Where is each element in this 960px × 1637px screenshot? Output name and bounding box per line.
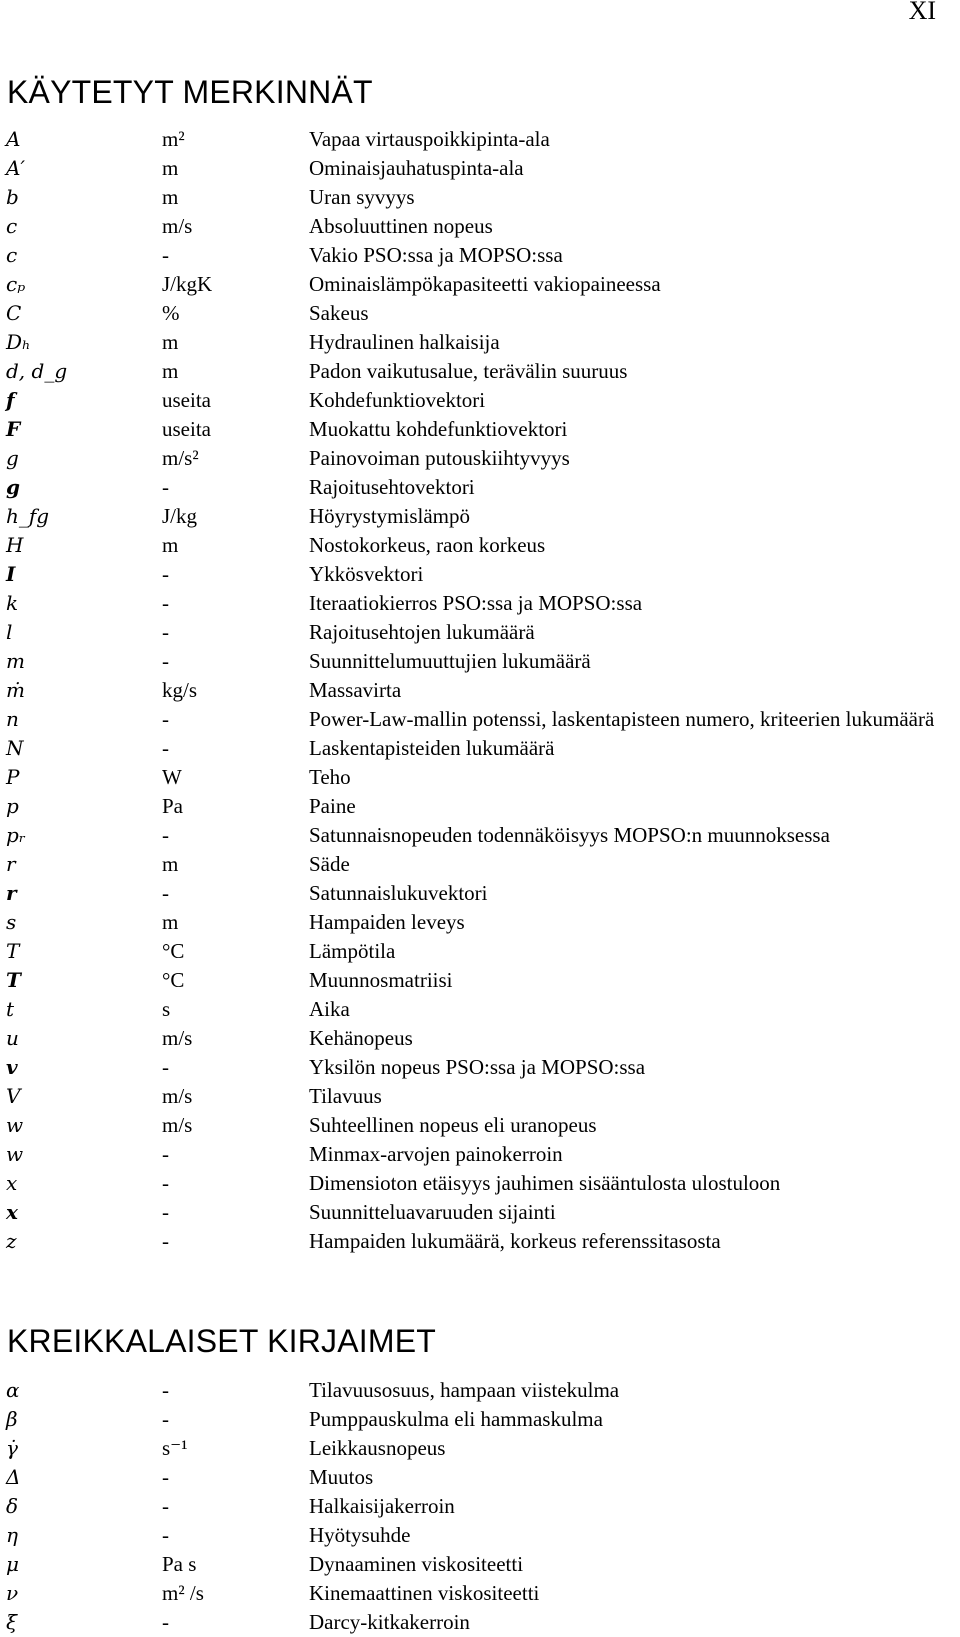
notation-description: Satunnaislukuvektori	[309, 881, 488, 905]
notation-description: Dynaaminen viskositeetti	[309, 1552, 524, 1576]
notation-unit: -	[162, 1200, 169, 1224]
notation-unit: J/kgK	[162, 272, 213, 296]
notation-row	[0, 1198, 960, 1227]
notation-row	[0, 966, 960, 995]
notation-unit: -	[162, 1055, 169, 1079]
notation-description: Paine	[309, 794, 356, 818]
notation-description: Höyrystymislämpö	[309, 504, 470, 528]
notation-row	[0, 792, 960, 821]
notation-row	[0, 1024, 960, 1053]
notation-symbol: w	[6, 1113, 24, 1137]
notation-description: Ominaisjauhatuspinta-ala	[309, 156, 524, 180]
notation-row	[0, 125, 960, 154]
notation-description: Suunnitteluavaruuden sijainti	[309, 1200, 556, 1224]
notation-symbol: γ̇	[6, 1436, 18, 1460]
notation-description: Hampaiden leveys	[309, 910, 465, 934]
notation-unit: s	[162, 997, 171, 1021]
notation-description: Ykkösvektori	[309, 562, 424, 586]
notation-symbol: α	[6, 1378, 20, 1402]
notation-unit: -	[162, 562, 169, 586]
notation-unit: -	[162, 881, 169, 905]
notation-unit: m	[162, 156, 179, 180]
notation-symbol: c	[6, 214, 18, 238]
notation-symbol: V	[6, 1084, 21, 1108]
notation-row	[0, 1111, 960, 1140]
notation-description: Darcy-kitkakerroin	[309, 1610, 470, 1634]
notation-symbol: u	[6, 1026, 19, 1050]
notation-row	[0, 676, 960, 705]
notation-description: Vakio PSO:ssa ja MOPSO:ssa	[309, 243, 563, 267]
notation-unit: -	[162, 475, 169, 499]
notation-symbol: cₚ	[6, 272, 26, 296]
notation-description: Pumppauskulma eli hammaskulma	[309, 1407, 603, 1431]
notation-unit: m	[162, 852, 179, 876]
notation-unit: m/s	[162, 1026, 193, 1050]
notation-row	[0, 1463, 960, 1492]
notation-symbol: C	[6, 301, 22, 325]
notation-row	[0, 821, 960, 850]
notation-unit: -	[162, 591, 169, 615]
notation-description: Muutos	[309, 1465, 374, 1489]
notation-unit: -	[162, 1523, 169, 1547]
notation-row	[0, 386, 960, 415]
notation-unit: m	[162, 359, 179, 383]
notation-unit: s⁻¹	[162, 1436, 188, 1460]
notation-unit: -	[162, 1142, 169, 1166]
notation-symbol: x	[6, 1200, 18, 1224]
notation-row	[0, 1608, 960, 1637]
notation-description: Uran syvyys	[309, 185, 415, 209]
notation-symbol: pᵣ	[6, 823, 26, 847]
notation-symbol: n	[6, 707, 19, 731]
notation-row	[0, 183, 960, 212]
notation-row	[0, 1521, 960, 1550]
greek-letters-table	[0, 1376, 960, 1637]
notation-row	[0, 502, 960, 531]
notation-description: Leikkausnopeus	[309, 1436, 446, 1460]
notation-unit: -	[162, 736, 169, 760]
notation-row	[0, 1082, 960, 1111]
notation-symbol: g	[6, 475, 20, 499]
notation-symbol: z	[6, 1229, 17, 1253]
notation-row	[0, 1227, 960, 1256]
notation-symbol: Δ	[6, 1465, 21, 1489]
section-heading-symbols: KÄYTETYT MERKINNÄT	[7, 74, 373, 110]
notation-unit: -	[162, 707, 169, 731]
notation-row	[0, 850, 960, 879]
notation-row	[0, 1579, 960, 1608]
notation-symbol: β	[6, 1407, 18, 1431]
notation-symbol: ξ	[6, 1610, 18, 1634]
notation-unit: m	[162, 910, 179, 934]
notation-row	[0, 618, 960, 647]
notation-description: Lämpötila	[309, 939, 396, 963]
notation-symbol: A	[6, 127, 21, 151]
notation-row	[0, 415, 960, 444]
notation-description: Hampaiden lukumäärä, korkeus referenssitasosta	[309, 1229, 721, 1253]
notation-unit: Pa	[162, 794, 183, 818]
notation-unit: m/s	[162, 214, 193, 238]
notation-symbol: p	[6, 794, 19, 818]
notation-description: Teho	[309, 765, 351, 789]
notation-description: Iteraatiokierros PSO:ssa ja MOPSO:ssa	[309, 591, 643, 615]
notation-description: Rajoitusehtojen lukumäärä	[309, 620, 535, 644]
notation-unit: m	[162, 533, 179, 557]
notation-symbol: ν	[6, 1581, 19, 1605]
notation-description: Muunnosmatriisi	[309, 968, 453, 992]
notation-row	[0, 1550, 960, 1579]
notation-unit: m/s	[162, 1113, 193, 1137]
notation-row	[0, 299, 960, 328]
notation-unit: m/s²	[162, 446, 199, 470]
notation-row	[0, 1405, 960, 1434]
notation-unit: -	[162, 1494, 169, 1518]
notation-unit: -	[162, 1171, 169, 1195]
notation-symbol: F	[6, 417, 21, 441]
notation-row	[0, 908, 960, 937]
notation-symbol: H	[6, 533, 24, 557]
notation-row	[0, 589, 960, 618]
notation-row	[0, 937, 960, 966]
notation-unit: -	[162, 649, 169, 673]
notation-symbol: P	[6, 765, 20, 789]
notation-description: Säde	[309, 852, 350, 876]
page-number: XI	[908, 0, 936, 25]
notation-unit: m² /s	[162, 1581, 204, 1605]
notation-symbol: m	[6, 649, 25, 673]
notation-symbol: A′	[6, 156, 25, 180]
notation-symbol: f	[6, 388, 15, 412]
notation-row	[0, 1169, 960, 1198]
notation-unit: m/s	[162, 1084, 193, 1108]
notation-description: Hydraulinen halkaisija	[309, 330, 500, 354]
notation-unit: °C	[162, 939, 185, 963]
notation-row	[0, 763, 960, 792]
notation-unit: -	[162, 620, 169, 644]
notation-description: Suhteellinen nopeus eli uranopeus	[309, 1113, 597, 1137]
notation-row	[0, 328, 960, 357]
notation-symbol: μ	[6, 1552, 19, 1576]
notation-description: Satunnaisnopeuden todennäköisyys MOPSO:n muunnoksessa	[309, 823, 830, 847]
notation-unit: -	[162, 243, 169, 267]
notation-symbol: k	[6, 591, 19, 615]
notation-description: Nostokorkeus, raon korkeus	[309, 533, 546, 557]
notation-description: Vapaa virtauspoikkipinta-ala	[309, 127, 550, 151]
notation-description: Laskentapisteiden lukumäärä	[309, 736, 555, 760]
notation-description: Painovoiman putouskiihtyvyys	[309, 446, 570, 470]
notation-symbol: s	[6, 910, 17, 934]
notation-row	[0, 1492, 960, 1521]
notation-symbol: w	[6, 1142, 24, 1166]
notation-description: Massavirta	[309, 678, 402, 702]
notation-symbol: r	[6, 852, 16, 876]
notation-description: Power-Law-mallin potenssi, laskentapisteen numero, kriteerien lukumäärä	[309, 707, 935, 731]
notation-symbol: x	[6, 1171, 18, 1195]
notation-description: Sakeus	[309, 301, 369, 325]
notation-symbol: g	[6, 446, 19, 470]
notation-symbol: l	[6, 620, 13, 644]
notation-symbol: ṁ	[6, 678, 25, 702]
notation-unit: -	[162, 1407, 169, 1431]
notation-symbol: r	[6, 881, 17, 905]
notation-row	[0, 270, 960, 299]
notation-description: Kehänopeus	[309, 1026, 413, 1050]
notation-symbol: T	[6, 939, 20, 963]
notation-row	[0, 1434, 960, 1463]
notation-row	[0, 879, 960, 908]
notation-row	[0, 531, 960, 560]
notation-unit: useita	[162, 388, 211, 412]
notation-description: Minmax-arvojen painokerroin	[309, 1142, 563, 1166]
notation-description: Dimensioton etäisyys jauhimen sisääntulosta ulostuloon	[309, 1171, 781, 1195]
notation-description: Kinemaattinen viskositeetti	[309, 1581, 540, 1605]
notation-unit: kg/s	[162, 678, 198, 702]
notation-description: Muokattu kohdefunktiovektori	[309, 417, 568, 441]
notation-symbol: b	[6, 185, 19, 209]
notation-description: Ominaislämpökapasiteetti vakiopaineessa	[309, 272, 661, 296]
notation-unit: m	[162, 330, 179, 354]
notation-row	[0, 154, 960, 183]
notation-unit: %	[162, 301, 180, 325]
notation-unit: -	[162, 823, 169, 847]
notation-unit: m	[162, 185, 179, 209]
notation-description: Tilavuusosuus, hampaan viistekulma	[309, 1378, 620, 1402]
notation-row	[0, 212, 960, 241]
notation-description: Absoluuttinen nopeus	[309, 214, 493, 238]
notation-description: Halkaisijakerroin	[309, 1494, 455, 1518]
notation-description: Yksilön nopeus PSO:ssa ja MOPSO:ssa	[309, 1055, 646, 1079]
notation-row	[0, 995, 960, 1024]
notation-description: Aika	[309, 997, 350, 1021]
notation-symbol: N	[6, 736, 24, 760]
notation-row	[0, 560, 960, 589]
notation-symbol: h_fg	[6, 504, 50, 528]
notation-unit: J/kg	[162, 504, 198, 528]
notation-symbol: t	[6, 997, 15, 1021]
notation-description: Kohdefunktiovektori	[309, 388, 486, 412]
notation-symbol: v	[6, 1055, 18, 1079]
notation-description: Padon vaikutusalue, terävälin suuruus	[309, 359, 628, 383]
notation-symbol: d, d_g	[6, 359, 68, 383]
notation-symbol: η	[6, 1523, 18, 1547]
notation-symbol: I	[6, 562, 16, 586]
notation-row	[0, 473, 960, 502]
notation-row	[0, 734, 960, 763]
notation-description: Rajoitusehtovektori	[309, 475, 475, 499]
notation-symbol: δ	[6, 1494, 19, 1518]
notation-row	[0, 705, 960, 734]
notation-row	[0, 1376, 960, 1405]
notation-unit: m²	[162, 127, 185, 151]
notation-row	[0, 357, 960, 386]
notation-symbol: c	[6, 243, 18, 267]
notation-description: Tilavuus	[309, 1084, 382, 1108]
notation-symbol: Dₕ	[6, 330, 31, 354]
notation-row	[0, 444, 960, 473]
notation-unit: useita	[162, 417, 211, 441]
notation-row	[0, 647, 960, 676]
notation-unit: -	[162, 1610, 169, 1634]
notation-description: Hyötysuhde	[309, 1523, 411, 1547]
notation-unit: Pa s	[162, 1552, 197, 1576]
symbols-table	[0, 125, 960, 1256]
notation-unit: W	[162, 765, 182, 789]
notation-unit: -	[162, 1378, 169, 1402]
notation-row	[0, 1053, 960, 1082]
notation-unit: °C	[162, 968, 185, 992]
notation-row	[0, 241, 960, 270]
notation-unit: -	[162, 1465, 169, 1489]
notation-row	[0, 1140, 960, 1169]
notation-unit: -	[162, 1229, 169, 1253]
notation-description: Suunnittelumuuttujien lukumäärä	[309, 649, 591, 673]
section-heading-greek: KREIKKALAISET KIRJAIMET	[7, 1323, 437, 1359]
notation-symbol: T	[6, 968, 21, 992]
